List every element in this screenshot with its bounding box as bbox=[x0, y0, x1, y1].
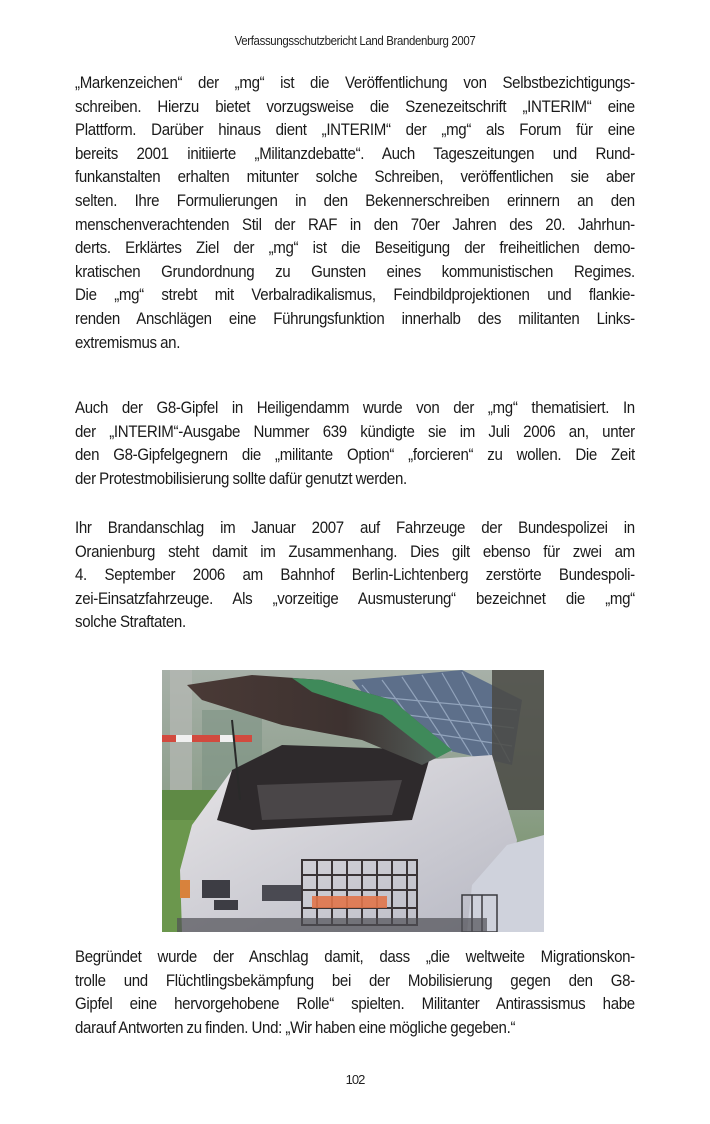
text-line: Plattform. Darüber hinaus dient „INTERIM“ der „mg“ als Forum für eine bbox=[75, 121, 635, 140]
text-line: den G8-Gipfelgegnern die „militante Option“ „forcieren“ zu wollen. Die Zeit bbox=[75, 446, 635, 465]
text-line: zei-Einsatzfahrzeuge. Als „vorzeitige Ausmusterung“ bezeichnet die „mg“ bbox=[75, 589, 635, 608]
text-line: renden Anschlägen eine Führungsfunktion innerhalb des militanten Links- bbox=[75, 309, 635, 328]
paragraph-mg-trademark bbox=[75, 72, 635, 355]
text-line: bereits 2001 initiierte „Militanzdebatte“. Auch Tageszeitungen und Rund- bbox=[75, 144, 635, 163]
text-line: Begründet wurde der Anschlag damit, dass „die weltweite Migrationskon- bbox=[75, 948, 635, 966]
photo-illustration bbox=[162, 670, 544, 932]
text-line: funkanstalten erhalten mitunter solche Schreiben, veröffentlichen sie aber bbox=[75, 168, 635, 187]
text-line: Auch der G8-Gipfel in Heiligendamm wurde von der „mg“ thematisiert. In bbox=[75, 399, 635, 417]
text-line: Ihr Brandanschlag im Januar 2007 auf Fahrzeuge der Bundespolizei in bbox=[75, 519, 635, 537]
text-line: trolle und Flüchtlingsbekämpfung bei der Mobilisierung gegen den G8- bbox=[75, 971, 635, 990]
text-line: 4. September 2006 am Bahnhof Berlin-Lichtenberg zerstörte Bundespoli- bbox=[75, 566, 635, 585]
text-line: der „INTERIM“-Ausgabe Nummer 639 kündigte sie im Juli 2006 an, unter bbox=[75, 422, 635, 441]
text-line: solche Straftaten. bbox=[75, 613, 186, 632]
text-line: Oranienburg steht damit im Zusammenhang. Dies gilt ebenso für zwei am bbox=[75, 542, 635, 561]
text-line: Gipfel eine hervorgehobene Rolle“ spielten. Militanter Antirassismus habe bbox=[75, 995, 635, 1014]
text-line: darauf Antworten zu finden. Und: „Wir haben eine mögliche gegeben.“ bbox=[75, 1018, 516, 1037]
page-number: 102 bbox=[345, 1072, 365, 1087]
text-line: schreiben. Hierzu bietet vorzugsweise die Szenezeitschrift „INTERIM“ eine bbox=[75, 97, 635, 116]
text-line: Die „mg“ strebt mit Verbalradikalismus, Feindbildprojektionen und flankie- bbox=[75, 286, 635, 305]
paragraph-arson-attack bbox=[75, 517, 635, 635]
paragraph-g8-summit bbox=[75, 397, 635, 491]
text-line: der Protestmobilisierung sollte dafür genutzt werden. bbox=[75, 469, 407, 488]
running-header: Verfassungsschutzbericht Land Brandenburg 2007 bbox=[234, 33, 476, 48]
text-line: kratischen Grundordnung zu Gunsten eines kommunistischen Regimes. bbox=[75, 262, 635, 281]
burned-vehicle-photo bbox=[162, 670, 544, 932]
paragraph-justification bbox=[75, 946, 635, 1040]
text-line: „Markenzeichen“ der „mg“ ist die Veröffentlichung von Selbstbezichtigungs- bbox=[75, 74, 635, 92]
text-line: menschenverachtenden Stil der RAF in den 70er Jahren des 20. Jahrhun- bbox=[75, 215, 635, 234]
text-line: extremismus an. bbox=[75, 333, 181, 352]
text-line: derts. Erklärtes Ziel der „mg“ ist die Beseitigung der freiheitlichen demo- bbox=[75, 239, 635, 258]
text-line: selten. Ihre Formulierungen in den Bekennerschreiben erinnern an den bbox=[75, 191, 635, 210]
